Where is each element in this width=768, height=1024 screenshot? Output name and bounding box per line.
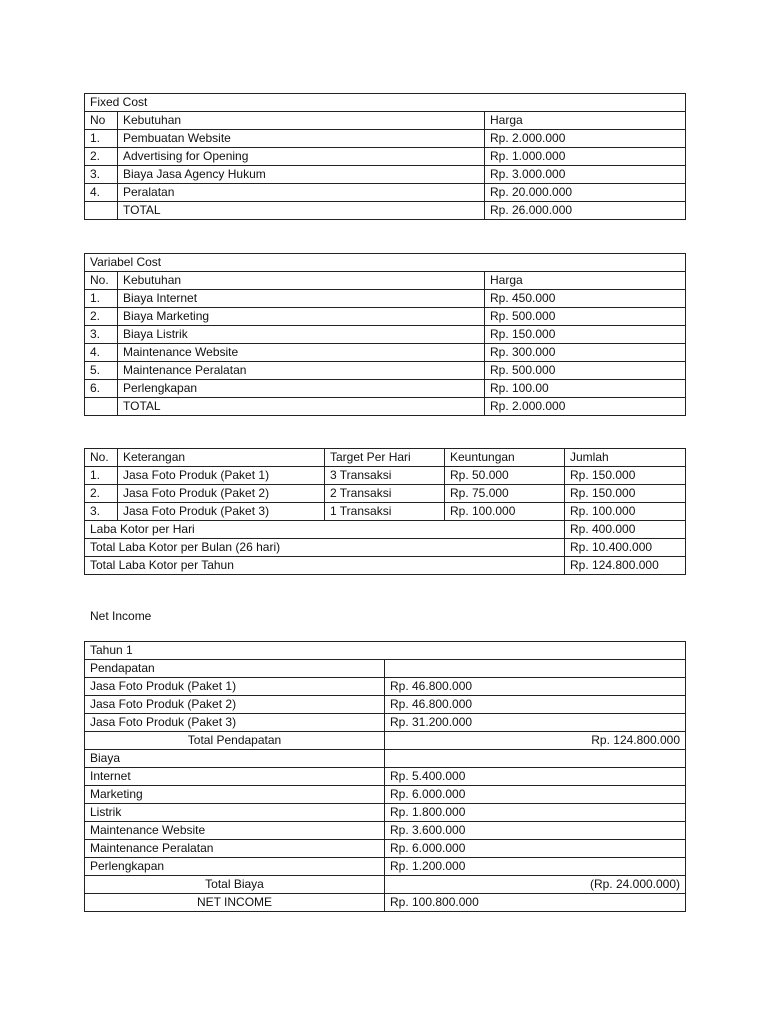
table-header-row — [85, 449, 686, 467]
revenue-item: Jasa Foto Produk (Paket 1) — [85, 678, 385, 696]
cell-kebutuhan: Maintenance Peralatan — [118, 362, 485, 380]
cell-no: 3. — [85, 326, 118, 344]
summary-row — [85, 557, 686, 575]
cell-harga: Rp. 500.000 — [485, 308, 686, 326]
table-row — [85, 858, 686, 876]
cell-harga: Rp. 2.000.000 — [485, 130, 686, 148]
table-row — [85, 148, 686, 166]
cell-keuntungan: Rp. 75.000 — [445, 485, 565, 503]
cell-kebutuhan: Biaya Listrik — [118, 326, 485, 344]
cell-no: 1. — [85, 130, 118, 148]
table-row — [85, 290, 686, 308]
revenue-value: Rp. 31.200.000 — [385, 714, 686, 732]
cost-item: Marketing — [85, 786, 385, 804]
cell-target: 3 Transaksi — [325, 467, 445, 485]
header-target: Target Per Hari — [325, 449, 445, 467]
total-cost-value: (Rp. 24.000.000) — [385, 876, 686, 894]
variable-cost-table — [84, 253, 686, 416]
cell-empty — [385, 750, 686, 768]
cell-no: 1. — [85, 467, 118, 485]
summary-value: Rp. 400.000 — [565, 521, 686, 539]
total-revenue-label: Total Pendapatan — [85, 732, 385, 750]
cost-header: Biaya — [85, 750, 385, 768]
total-value: Rp. 26.000.000 — [485, 202, 686, 220]
cost-value: Rp. 6.000.000 — [385, 786, 686, 804]
net-income-value: Rp. 100.800.000 — [385, 894, 686, 912]
table-row — [85, 344, 686, 362]
year-label: Tahun 1 — [85, 642, 686, 660]
total-cost-label: Total Biaya — [85, 876, 385, 894]
summary-label: Laba Kotor per Hari — [85, 521, 565, 539]
section-row — [85, 750, 686, 768]
total-row — [85, 732, 686, 750]
header-no: No. — [85, 449, 118, 467]
cost-item: Maintenance Website — [85, 822, 385, 840]
table-row — [85, 130, 686, 148]
table-row — [85, 166, 686, 184]
cell-harga: Rp. 150.000 — [485, 326, 686, 344]
cell-harga: Rp. 450.000 — [485, 290, 686, 308]
cell-keuntungan: Rp. 100.000 — [445, 503, 565, 521]
net-income-row — [85, 894, 686, 912]
header-no: No. — [85, 272, 118, 290]
cell-no: 6. — [85, 380, 118, 398]
cell-no: 2. — [85, 485, 118, 503]
revenue-item: Jasa Foto Produk (Paket 2) — [85, 696, 385, 714]
header-kebutuhan: Kebutuhan — [118, 272, 485, 290]
cell-kebutuhan: Biaya Marketing — [118, 308, 485, 326]
table-row — [85, 678, 686, 696]
table-row — [85, 380, 686, 398]
table-header-row — [85, 272, 686, 290]
total-value: Rp. 2.000.000 — [485, 398, 686, 416]
cost-value: Rp. 1.200.000 — [385, 858, 686, 876]
total-label: TOTAL — [118, 202, 485, 220]
cell-kebutuhan: Peralatan — [118, 184, 485, 202]
cell-empty — [85, 398, 118, 416]
table-row — [85, 184, 686, 202]
cell-no: 3. — [85, 503, 118, 521]
net-income-label: NET INCOME — [85, 894, 385, 912]
table-row — [85, 696, 686, 714]
table-row — [85, 485, 686, 503]
header-harga: Harga — [485, 272, 686, 290]
fixed-cost-table — [84, 93, 686, 220]
cell-no: 4. — [85, 344, 118, 362]
table-title-row — [85, 254, 686, 272]
revenue-value: Rp. 46.800.000 — [385, 696, 686, 714]
cell-keuntungan: Rp. 50.000 — [445, 467, 565, 485]
cell-kebutuhan: Advertising for Opening — [118, 148, 485, 166]
summary-label: Total Laba Kotor per Bulan (26 hari) — [85, 539, 565, 557]
header-harga: Harga — [485, 112, 686, 130]
summary-value: Rp. 124.800.000 — [565, 557, 686, 575]
cell-kebutuhan: Maintenance Website — [118, 344, 485, 362]
cost-item: Maintenance Peralatan — [85, 840, 385, 858]
cell-keterangan: Jasa Foto Produk (Paket 2) — [118, 485, 325, 503]
cell-empty — [385, 660, 686, 678]
profit-table — [84, 448, 686, 575]
table-row — [85, 768, 686, 786]
cost-value: Rp. 5.400.000 — [385, 768, 686, 786]
cell-keterangan: Jasa Foto Produk (Paket 1) — [118, 467, 325, 485]
revenue-item: Jasa Foto Produk (Paket 3) — [85, 714, 385, 732]
table-row — [85, 804, 686, 822]
table-row — [85, 822, 686, 840]
cell-jumlah: Rp. 150.000 — [565, 485, 686, 503]
cell-harga: Rp. 500.000 — [485, 362, 686, 380]
total-label: TOTAL — [118, 398, 485, 416]
cell-harga: Rp. 300.000 — [485, 344, 686, 362]
cell-kebutuhan: Pembuatan Website — [118, 130, 485, 148]
header-keterangan: Keterangan — [118, 449, 325, 467]
cell-empty — [85, 202, 118, 220]
cost-item: Listrik — [85, 804, 385, 822]
cell-harga: Rp. 1.000.000 — [485, 148, 686, 166]
table-row — [85, 714, 686, 732]
header-jumlah: Jumlah — [565, 449, 686, 467]
cell-keterangan: Jasa Foto Produk (Paket 3) — [118, 503, 325, 521]
cell-no: 1. — [85, 290, 118, 308]
summary-value: Rp. 10.400.000 — [565, 539, 686, 557]
cost-value: Rp. 3.600.000 — [385, 822, 686, 840]
cell-no: 2. — [85, 308, 118, 326]
cell-jumlah: Rp. 150.000 — [565, 467, 686, 485]
table-title-row — [85, 94, 686, 112]
table-row — [85, 362, 686, 380]
header-no: No — [85, 112, 118, 130]
cell-harga: Rp. 3.000.000 — [485, 166, 686, 184]
cell-target: 2 Transaksi — [325, 485, 445, 503]
total-revenue-value: Rp. 124.800.000 — [385, 732, 686, 750]
cost-value: Rp. 6.000.000 — [385, 840, 686, 858]
cell-kebutuhan: Perlengkapan — [118, 380, 485, 398]
summary-label: Total Laba Kotor per Tahun — [85, 557, 565, 575]
cost-item: Perlengkapan — [85, 858, 385, 876]
table-row — [85, 308, 686, 326]
net-income-heading: Net Income — [90, 609, 152, 623]
cell-no: 4. — [85, 184, 118, 202]
cell-harga: Rp. 100.00 — [485, 380, 686, 398]
cell-no: 2. — [85, 148, 118, 166]
cost-value: Rp. 1.800.000 — [385, 804, 686, 822]
table-row — [85, 786, 686, 804]
revenue-value: Rp. 46.800.000 — [385, 678, 686, 696]
variable-cost-title: Variabel Cost — [85, 254, 686, 272]
year-row — [85, 642, 686, 660]
total-row — [85, 398, 686, 416]
revenue-header: Pendapatan — [85, 660, 385, 678]
fixed-cost-title: Fixed Cost — [85, 94, 686, 112]
header-kebutuhan: Kebutuhan — [118, 112, 485, 130]
cell-no: 3. — [85, 166, 118, 184]
net-income-table — [84, 641, 686, 912]
table-row — [85, 326, 686, 344]
summary-row — [85, 539, 686, 557]
cell-kebutuhan: Biaya Jasa Agency Hukum — [118, 166, 485, 184]
table-header-row — [85, 112, 686, 130]
table-row — [85, 503, 686, 521]
total-row — [85, 202, 686, 220]
cell-kebutuhan: Biaya Internet — [118, 290, 485, 308]
summary-row — [85, 521, 686, 539]
cost-item: Internet — [85, 768, 385, 786]
section-row — [85, 660, 686, 678]
cell-jumlah: Rp. 100.000 — [565, 503, 686, 521]
total-row — [85, 876, 686, 894]
header-keuntungan: Keuntungan — [445, 449, 565, 467]
table-row — [85, 467, 686, 485]
table-row — [85, 840, 686, 858]
cell-harga: Rp. 20.000.000 — [485, 184, 686, 202]
cell-no: 5. — [85, 362, 118, 380]
cell-target: 1 Transaksi — [325, 503, 445, 521]
